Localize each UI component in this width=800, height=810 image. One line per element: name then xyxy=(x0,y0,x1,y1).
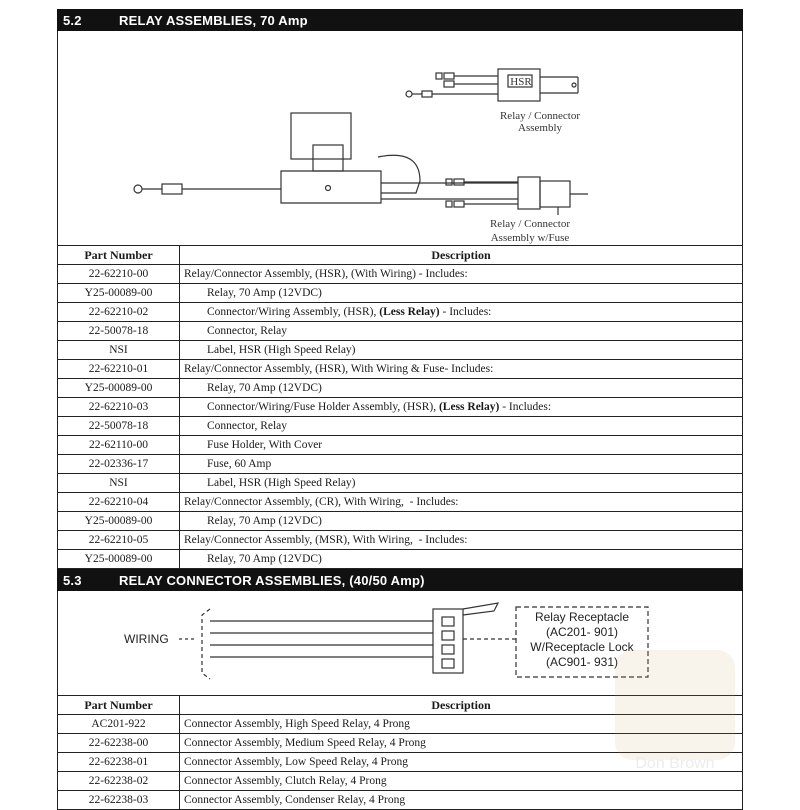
description-cell: Connector Assembly, Clutch Relay, 4 Prong xyxy=(180,772,743,791)
description-cell: Fuse Holder, With Cover xyxy=(180,436,743,455)
relay-assembly-diagram xyxy=(57,31,743,245)
part-number-cell: 22-62110-00 xyxy=(58,436,180,455)
part-number-cell: 22-62238-01 xyxy=(58,753,180,772)
part-number-cell: 22-62210-03 xyxy=(58,398,180,417)
part-number-cell: Y25-00089-00 xyxy=(58,550,180,569)
table-row xyxy=(58,474,743,493)
relay-connector-illustration xyxy=(58,591,742,695)
watermark-text: Don Brown xyxy=(635,755,715,772)
part-number-cell: NSI xyxy=(58,474,180,493)
relay-assemblies-table xyxy=(57,245,743,569)
section-number: 5.3 xyxy=(63,572,82,588)
part-number-cell: Y25-00089-00 xyxy=(58,512,180,531)
description-tail: - Includes: xyxy=(439,306,492,318)
description-emphasis: (Less Relay) xyxy=(438,401,500,413)
relay-assemblies-table-body xyxy=(58,265,743,569)
part-number-header: Part Number xyxy=(58,246,180,265)
description-cell: Relay/Connector Assembly, (MSR), With Wiring, - Includes: xyxy=(180,531,743,550)
description-cell: Relay/Connector Assembly, (HSR), With Wiring & Fuse- Includes: xyxy=(180,360,743,379)
table-row xyxy=(58,455,743,474)
table-row xyxy=(58,512,743,531)
part-number-header: Part Number xyxy=(58,696,180,715)
relay-connector-fuse-label-line2: Assembly w/Fuse xyxy=(490,232,570,244)
section-header-5-3 xyxy=(57,569,743,591)
table-row xyxy=(58,303,743,322)
part-number-cell: Y25-00089-00 xyxy=(58,379,180,398)
table-row xyxy=(58,715,743,734)
section-title: RELAY ASSEMBLIES, 70 Amp xyxy=(119,12,308,28)
description-cell: Connector Assembly, Medium Speed Relay, 4 Prong xyxy=(180,734,743,753)
relay-connector-diagram xyxy=(57,591,743,695)
table-row xyxy=(58,772,743,791)
relay-connector-label-line1: Relay / Connector xyxy=(499,110,581,122)
parts-catalog-page xyxy=(57,9,743,810)
part-number-cell: 22-62210-00 xyxy=(58,265,180,284)
description-tail: - Includes: xyxy=(499,401,552,413)
part-number-cell: 22-62238-00 xyxy=(58,734,180,753)
part-number-cell: Y25-00089-00 xyxy=(58,284,180,303)
part-number-cell: 22-62210-02 xyxy=(58,303,180,322)
description-header: Description xyxy=(180,696,743,715)
table-row xyxy=(58,417,743,436)
receptacle-label-line2: (AC201- 901) xyxy=(545,625,619,639)
description-cell: Connector, Relay xyxy=(180,417,743,436)
description-cell: Connector Assembly, Condenser Relay, 4 Prong xyxy=(180,791,743,810)
description-cell: Relay/Connector Assembly, (CR), With Wiring, - Includes: xyxy=(180,493,743,512)
wiring-label: WIRING xyxy=(124,632,169,646)
relay-connector-label-line2: Assembly xyxy=(518,122,562,134)
table-row xyxy=(58,322,743,341)
description-cell xyxy=(180,398,743,417)
part-number-cell: 22-62210-04 xyxy=(58,493,180,512)
table-header-row xyxy=(58,696,743,715)
description-cell: Label, HSR (High Speed Relay) xyxy=(180,341,743,360)
table-row xyxy=(58,379,743,398)
relay-assembly-illustration-footer xyxy=(58,231,742,245)
relay-connector-table-body xyxy=(58,715,743,810)
relay-connector-table xyxy=(57,695,743,810)
description-cell: Fuse, 60 Amp xyxy=(180,455,743,474)
relay-connector-fuse-label-line1: Relay / Connector xyxy=(489,218,571,230)
table-row xyxy=(58,531,743,550)
table-row xyxy=(58,791,743,810)
part-number-cell: NSI xyxy=(58,341,180,360)
table-row xyxy=(58,734,743,753)
description-cell xyxy=(180,303,743,322)
description-header: Description xyxy=(180,246,743,265)
table-row xyxy=(58,493,743,512)
receptacle-label-line1: Relay Receptacle xyxy=(534,610,630,624)
description-text: Connector/Wiring Assembly, (HSR), xyxy=(207,306,380,318)
part-number-cell: 22-62238-02 xyxy=(58,772,180,791)
part-number-cell: 22-62210-05 xyxy=(58,531,180,550)
part-number-cell: 22-50078-18 xyxy=(58,417,180,436)
part-number-cell: AC201-922 xyxy=(58,715,180,734)
table-row xyxy=(58,341,743,360)
hsr-tag: HSR xyxy=(510,76,532,88)
description-cell: Connector Assembly, Low Speed Relay, 4 Prong xyxy=(180,753,743,772)
table-row xyxy=(58,398,743,417)
table-header-row xyxy=(58,246,743,265)
table-row xyxy=(58,284,743,303)
table-row xyxy=(58,265,743,284)
table-row xyxy=(58,360,743,379)
receptacle-label-line3: W/Receptacle Lock xyxy=(530,640,634,654)
part-number-cell: 22-50078-18 xyxy=(58,322,180,341)
section-number: 5.2 xyxy=(63,12,82,28)
description-emphasis: (Less Relay) xyxy=(379,306,440,318)
part-number-cell: 22-62238-03 xyxy=(58,791,180,810)
part-number-cell: 22-02336-17 xyxy=(58,455,180,474)
receptacle-label-line4: (AC901- 931) xyxy=(545,655,619,669)
description-cell: Relay, 70 Amp (12VDC) xyxy=(180,379,743,398)
relay-assembly-illustration xyxy=(58,31,742,231)
section-title: RELAY CONNECTOR ASSEMBLIES, (40/50 Amp) xyxy=(119,572,425,588)
section-header-5-2 xyxy=(57,9,743,31)
description-cell: Relay, 70 Amp (12VDC) xyxy=(180,550,743,569)
table-row xyxy=(58,753,743,772)
table-row xyxy=(58,436,743,455)
description-cell: Relay, 70 Amp (12VDC) xyxy=(180,284,743,303)
description-cell: Connector Assembly, High Speed Relay, 4 Prong xyxy=(180,715,743,734)
description-cell: Relay, 70 Amp (12VDC) xyxy=(180,512,743,531)
description-text: Connector/Wiring/Fuse Holder Assembly, (HSR), xyxy=(207,401,439,413)
description-cell: Connector, Relay xyxy=(180,322,743,341)
part-number-cell: 22-62210-01 xyxy=(58,360,180,379)
table-row xyxy=(58,550,743,569)
description-cell: Relay/Connector Assembly, (HSR), (With Wiring) - Includes: xyxy=(180,265,743,284)
description-cell: Label, HSR (High Speed Relay) xyxy=(180,474,743,493)
